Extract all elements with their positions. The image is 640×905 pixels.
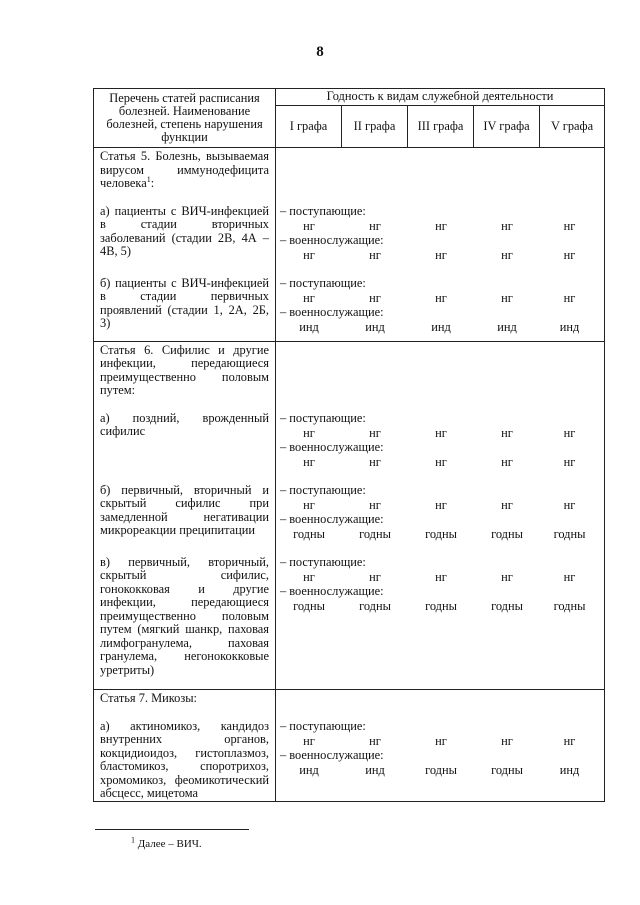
fitness-value: инд — [299, 762, 319, 777]
fitness-value: годны — [293, 526, 325, 541]
fitness-value: нг — [501, 290, 513, 305]
disease-row — [94, 191, 605, 263]
fitness-value: нг — [563, 569, 576, 584]
fitness-value: нг — [501, 454, 513, 469]
disease-description: б) первичный, вторичный и скрытый сифилис при замедленной негативации микрореакции преципитации — [100, 482, 269, 537]
fitness-value: нг — [501, 218, 513, 233]
header-column-4: IV графа — [474, 106, 540, 148]
fitness-value: инд — [497, 319, 517, 334]
disease-description: б) пациенты с ВИЧ-инфекцией в стадии первичных проявлений (стадии 1, 2А, 2Б, 3) — [100, 275, 269, 330]
footnote-divider — [95, 829, 249, 830]
incoming-label: – поступающие: — [280, 204, 366, 218]
fitness-value: инд — [559, 762, 580, 777]
incoming-label: – поступающие: — [280, 411, 366, 425]
incoming-label: – поступающие: — [280, 719, 366, 733]
fitness-value: нг — [369, 497, 381, 512]
fitness-value: нг — [563, 247, 576, 262]
incoming-label: – поступающие: — [280, 483, 366, 497]
fitness-value: инд — [431, 319, 451, 334]
fitness-value: инд — [299, 319, 319, 334]
disease-row — [94, 706, 605, 802]
fitness-values — [276, 542, 604, 614]
fitness-value: годны — [293, 598, 325, 613]
header-column-3: III графа — [408, 106, 474, 148]
fitness-value: нг — [435, 290, 447, 305]
fitness-value: нг — [563, 425, 576, 440]
fitness-value: нг — [435, 425, 447, 440]
header-fitness-group: Годность к видам служебной деятельности — [276, 89, 605, 106]
fitness-value: годны — [491, 762, 523, 777]
fitness-values — [276, 398, 604, 470]
disease-description: а) пациенты с ВИЧ-инфекцией в стадии вторичных заболеваний (стадии 2В, 4А – 4В, 5) — [100, 203, 269, 258]
disease-row — [94, 398, 605, 470]
article-title-row — [94, 148, 605, 191]
serving-label: – военнослужащие: — [280, 305, 384, 319]
fitness-value: нг — [501, 497, 513, 512]
fitness-value: нг — [369, 218, 381, 233]
fitness-value: нг — [435, 569, 447, 584]
disease-row — [94, 263, 605, 342]
disease-row — [94, 542, 605, 690]
fitness-value: нг — [303, 247, 315, 262]
fitness-value: нг — [435, 733, 447, 748]
header-column-1: I графа — [276, 106, 342, 148]
fitness-value: нг — [501, 569, 513, 584]
serving-label: – военнослужащие: — [280, 233, 384, 247]
fitness-value: нг — [501, 247, 513, 262]
fitness-values — [276, 470, 604, 542]
fitness-value: инд — [365, 762, 385, 777]
page-number: 8 — [316, 44, 324, 60]
fitness-value: нг — [563, 454, 576, 469]
fitness-value: инд — [365, 319, 385, 334]
fitness-value: годны — [491, 598, 523, 613]
fitness-value: нг — [303, 425, 315, 440]
fitness-value: годны — [359, 526, 391, 541]
fitness-value: нг — [435, 454, 447, 469]
serving-label: – военнослужащие: — [280, 584, 384, 598]
fitness-value: нг — [435, 247, 447, 262]
footnote-text: Далее – ВИЧ. — [137, 838, 202, 850]
fitness-value: нг — [563, 218, 576, 233]
fitness-value: нг — [303, 290, 315, 305]
fitness-value: нг — [563, 290, 576, 305]
fitness-value: нг — [563, 733, 576, 748]
fitness-value: годны — [425, 762, 457, 777]
fitness-value: нг — [563, 497, 576, 512]
fitness-value: годны — [491, 526, 523, 541]
fitness-value: нг — [435, 497, 447, 512]
fitness-values — [276, 706, 604, 778]
fitness-value: нг — [303, 569, 315, 584]
fitness-value: нг — [435, 218, 447, 233]
fitness-values — [276, 191, 604, 263]
serving-label: – военнослужащие: — [280, 748, 384, 762]
serving-label: – военнослужащие: — [280, 440, 384, 454]
fitness-value: нг — [501, 425, 513, 440]
disease-description: а) поздний, врожденный сифилис — [100, 410, 269, 438]
fitness-value: годны — [359, 598, 391, 613]
fitness-value: нг — [369, 569, 381, 584]
header-column-5: V графа — [540, 106, 605, 148]
footnote — [131, 835, 202, 850]
fitness-value: нг — [369, 290, 381, 305]
header-list-column: Перечень статей расписания болезней. Наименование болезней, степень нарушения функции — [94, 89, 276, 148]
article-title-row — [94, 690, 605, 706]
fitness-value: нг — [303, 454, 315, 469]
fitness-value: годны — [553, 526, 586, 541]
fitness-value: нг — [303, 497, 315, 512]
fitness-value: инд — [559, 319, 580, 334]
fitness-value: нг — [369, 733, 381, 748]
footnote-marker: 1 — [131, 835, 135, 845]
fitness-value: нг — [369, 454, 381, 469]
incoming-label: – поступающие: — [280, 555, 366, 569]
fitness-values — [276, 263, 604, 335]
disease-description: а) актиномикоз, кандидоз внутренних органов, кокцидиоидоз, гистоплазмоз, бластомикоз, споротрихоз, хромомикоз, феомикотический абсцесс, мицетома — [100, 718, 269, 800]
fitness-value: годны — [425, 526, 457, 541]
fitness-table — [93, 88, 605, 802]
disease-description: в) первичный, вторичный, скрытый сифилис, гонококковая и другие инфекции, передающиеся преимущественно половым путем (мягкий шанкр, паховая лимфогранулема, паховая гранулема, негонококковые уретриты) — [100, 554, 269, 677]
incoming-label: – поступающие: — [280, 276, 366, 290]
article-title: Статья 6. Сифилис и другие инфекции, передающиеся преимущественно половым путем: — [100, 342, 269, 397]
disease-row — [94, 470, 605, 542]
fitness-value: годны — [425, 598, 457, 613]
article-title-row — [94, 341, 605, 398]
fitness-value: нг — [501, 733, 513, 748]
article-title: Статья 7. Микозы: — [100, 691, 197, 705]
fitness-value: годны — [553, 598, 586, 613]
fitness-value: нг — [369, 247, 381, 262]
table-body — [94, 148, 605, 802]
serving-label: – военнослужащие: — [280, 512, 384, 526]
fitness-value: нг — [369, 425, 381, 440]
header-column-2: II графа — [342, 106, 408, 148]
article-title: Статья 5. Болезнь, вызываемая вирусом иммунодефицита человека$^1$: — [100, 149, 269, 190]
fitness-value: нг — [303, 218, 315, 233]
fitness-value: нг — [303, 733, 315, 748]
